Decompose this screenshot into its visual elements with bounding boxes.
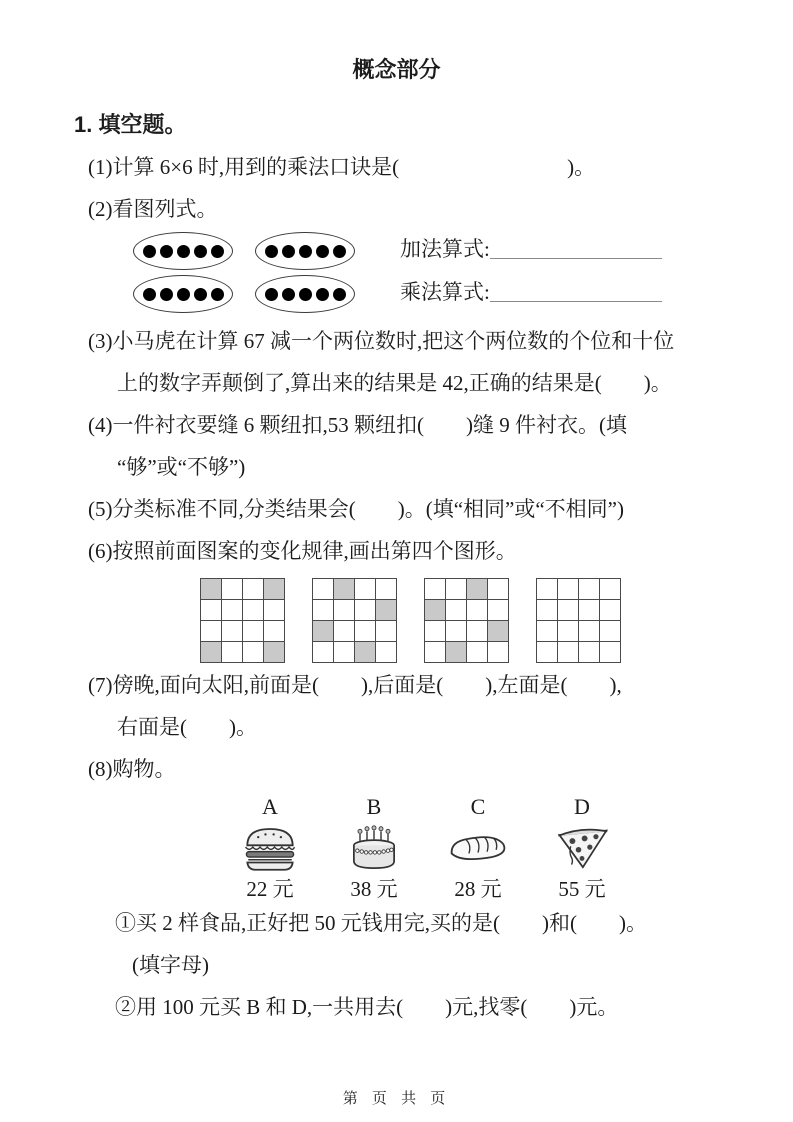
grid-cell	[537, 621, 557, 641]
grid-cell	[243, 642, 263, 662]
grid-cell	[558, 579, 578, 599]
dot-group-oval	[255, 232, 355, 270]
grid-cell	[579, 579, 599, 599]
grid-cell	[355, 579, 375, 599]
dot	[160, 288, 173, 301]
dot	[211, 288, 224, 301]
grid-cell-shaded	[201, 579, 221, 599]
grid-cell	[558, 642, 578, 662]
multiplication-equation-row	[400, 279, 662, 306]
q1-fill-blank-line: (1)计算 6×6 时,用到的乘法口诀是( )。	[88, 155, 596, 179]
dot	[316, 288, 329, 301]
grid-cell	[446, 621, 466, 641]
grid-cell	[537, 642, 557, 662]
grid-cell	[579, 600, 599, 620]
grid-cell	[222, 621, 242, 641]
q6-prompt-line: (6)按照前面图案的变化规律,画出第四个图形。	[88, 539, 517, 563]
food-label-d: D	[574, 794, 590, 819]
dot-groups	[133, 232, 355, 313]
grid-cell	[467, 600, 487, 620]
grid-cell	[243, 621, 263, 641]
food-item-c	[430, 794, 526, 902]
q8-sub2-line: ②用 100 元买 B 和 D,一共用去( )元,找零( )元。	[115, 995, 619, 1019]
dot	[177, 288, 190, 301]
grid-cell	[222, 642, 242, 662]
dot	[143, 288, 156, 301]
grid-cell-shaded	[264, 642, 284, 662]
grid-cell	[558, 621, 578, 641]
addition-equation-row	[400, 236, 662, 263]
pattern-grids	[200, 578, 793, 664]
grid-cell	[334, 600, 354, 620]
dot	[194, 288, 207, 301]
dot	[265, 288, 278, 301]
food-price-a: 22 元	[246, 877, 294, 901]
question-1-header: 1. 填空题。	[74, 112, 187, 137]
grid-cell	[467, 642, 487, 662]
page-title: 概念部分	[352, 57, 441, 82]
food-price-c: 28 元	[454, 877, 502, 901]
grid-cell-shaded	[446, 642, 466, 662]
grid-cell	[425, 621, 445, 641]
grid-cell	[264, 621, 284, 641]
dot	[177, 245, 190, 258]
grid-cell-shaded	[334, 579, 354, 599]
dot	[211, 245, 224, 258]
grid-cell	[446, 579, 466, 599]
grid-cell-shaded	[313, 621, 333, 641]
q3-line-1: (3)小马虎在计算 67 减一个两位数时,把这个两位数的个位和十位	[88, 329, 675, 353]
food-item-b	[326, 794, 422, 902]
pattern-grid-1	[200, 578, 285, 663]
dot-group-oval	[133, 275, 233, 313]
q5-line: (5)分类标准不同,分类结果会( )。(填“相同”或“不相同”)	[88, 497, 624, 521]
q7-line-1: (7)傍晚,面向太阳,前面是( ),后面是( ),左面是( ),	[88, 673, 622, 697]
food-label-a: A	[262, 794, 278, 819]
food-price-d: 55 元	[558, 877, 606, 901]
q3-line-2: 上的数字弄颠倒了,算出来的结果是 42,正确的结果是( )。	[117, 371, 672, 395]
grid-cell	[467, 621, 487, 641]
grid-cell	[376, 579, 396, 599]
grid-cell	[313, 579, 333, 599]
dot	[299, 245, 312, 258]
grid-cell	[313, 642, 333, 662]
multiplication-label: 乘法算式:	[400, 280, 490, 304]
grid-cell-shaded	[425, 600, 445, 620]
page-footer: 第 页 共 页	[342, 1090, 451, 1107]
food-label-b: B	[366, 794, 382, 819]
cake-icon	[346, 820, 402, 876]
grid-cell-shaded	[355, 642, 375, 662]
q2-prompt-line: (2)看图列式。	[88, 197, 218, 221]
grid-cell	[558, 600, 578, 620]
grid-cell	[425, 642, 445, 662]
grid-cell	[243, 579, 263, 599]
grid-cell-shaded	[264, 579, 284, 599]
grid-cell	[313, 600, 333, 620]
grid-cell	[201, 621, 221, 641]
food-price-b: 38 元	[350, 877, 398, 901]
grid-cell	[222, 600, 242, 620]
grid-cell	[488, 579, 508, 599]
grid-cell	[537, 600, 557, 620]
dot	[299, 288, 312, 301]
dot	[282, 245, 295, 258]
q7-line-2: 右面是( )。	[117, 715, 257, 739]
dot-group-oval	[133, 232, 233, 270]
grid-cell	[488, 642, 508, 662]
q8-sub1-line-1: ①买 2 样食品,正好把 50 元钱用完,买的是( )和( )。	[115, 911, 647, 935]
dot	[143, 245, 156, 258]
food-items-row	[222, 794, 793, 902]
grid-cell	[334, 642, 354, 662]
food-item-d	[534, 794, 630, 902]
grid-cell	[600, 621, 620, 641]
bread-icon	[448, 820, 508, 876]
grid-cell-shaded	[201, 642, 221, 662]
grid-cell	[600, 579, 620, 599]
dot	[316, 245, 329, 258]
addition-label: 加法算式:	[400, 237, 490, 261]
grid-cell	[600, 600, 620, 620]
addition-answer-line	[490, 258, 662, 259]
grid-cell	[376, 621, 396, 641]
grid-cell	[222, 579, 242, 599]
q8-prompt-line: (8)购物。	[88, 757, 176, 781]
grid-cell	[579, 621, 599, 641]
grid-cell	[537, 579, 557, 599]
dot	[333, 245, 346, 258]
pattern-grid-2	[312, 578, 397, 663]
grid-cell	[600, 642, 620, 662]
dot	[333, 288, 346, 301]
grid-cell	[579, 642, 599, 662]
grid-cell	[355, 621, 375, 641]
grid-cell	[243, 600, 263, 620]
q4-line-1: (4)一件衬衣要缝 6 颗纽扣,53 颗纽扣( )缝 9 件衬衣。(填	[88, 413, 627, 437]
grid-cell	[334, 621, 354, 641]
grid-cell	[355, 600, 375, 620]
q8-sub1-line-2: (填字母)	[132, 953, 209, 977]
q2-figure	[133, 232, 793, 320]
hamburger-icon	[241, 820, 299, 876]
grid-cell-shaded	[376, 600, 396, 620]
pattern-grid-4-empty	[536, 578, 621, 663]
food-item-a	[222, 794, 318, 902]
dot	[194, 245, 207, 258]
grid-cell	[264, 600, 284, 620]
dot	[265, 245, 278, 258]
dot-group-oval	[255, 275, 355, 313]
q2-equations	[400, 232, 662, 306]
pizza-icon	[555, 820, 609, 876]
food-label-c: C	[470, 794, 486, 819]
grid-cell-shaded	[467, 579, 487, 599]
grid-cell	[425, 579, 445, 599]
grid-cell	[201, 600, 221, 620]
multiplication-answer-line	[490, 301, 662, 302]
grid-cell	[376, 642, 396, 662]
dot	[160, 245, 173, 258]
pattern-grid-3	[424, 578, 509, 663]
q4-line-2: “够”或“不够”)	[117, 455, 246, 479]
grid-cell	[446, 600, 466, 620]
dot	[282, 288, 295, 301]
grid-cell-shaded	[488, 621, 508, 641]
grid-cell	[488, 600, 508, 620]
